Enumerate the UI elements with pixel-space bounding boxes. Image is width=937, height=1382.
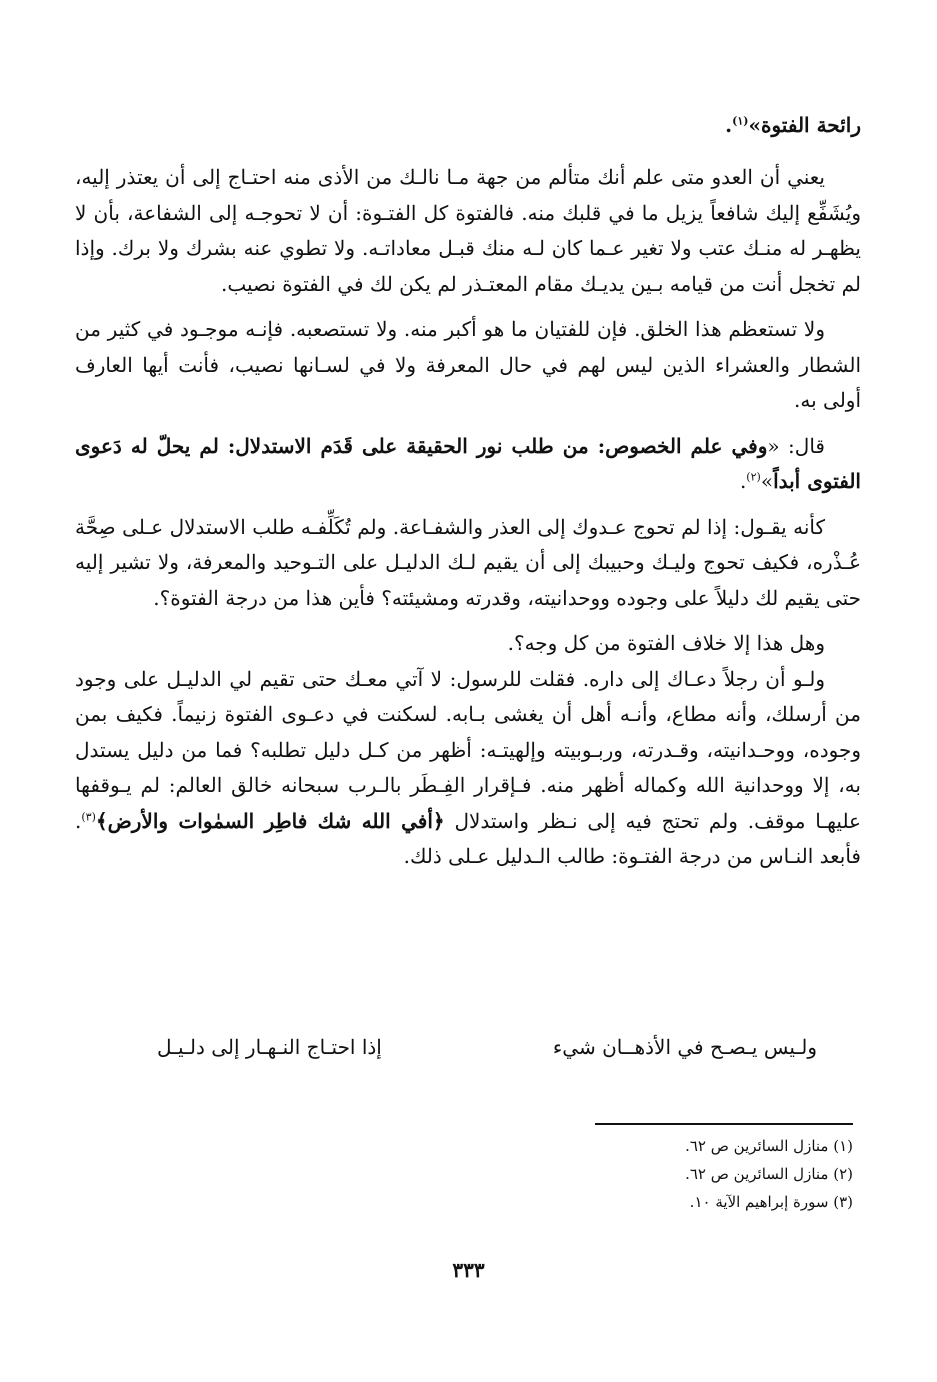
main-text (75, 160, 861, 875)
poetry-verse (157, 1030, 817, 1065)
paragraph-6 (75, 662, 861, 875)
paragraph-1: يعني أن العدو متى علم أنك متألم من جهة مـا نالـك من الأذى منه احتـاج إلى أن يعتذر إليه، ويُشَفِّع إليك شافعاً يزيل ما في قلبك منه. فالفتوة كل الفتـوة: أن لا تحوجـه إلى الشفاعة، بأن لا يظهـر له منـك عتب ولا تغير عـما كان لـه منك قبـل معاداتـه. ولا تطوي عنه بشرك ولا برك. وإذا لم تخجل أنت من قيامه بـين يديـك مقام المعتـذر لم يكن لك في الفتوة نصيب. (75, 165, 862, 296)
quote-suffix: » (760, 469, 774, 493)
quote-end: . (739, 469, 747, 493)
heading-text: رائحة الفتوة» (748, 113, 861, 137)
quran-verse: ﴿أفي الله شك فاطِر السمٰوات والأرض﴾ (95, 808, 445, 833)
paragraph-3-quote (75, 429, 861, 500)
paragraph-2: ولا تستعظم هذا الخلق. فإن للفتيان ما هو أكبر منه. ولا تستصعبه. فإنـه موجـود في كثير من الشطار والعشراء الذين ليس لهم في حال المعرفة ولا في لسـانها نصيب، فأنت أيها العارف أولى به. (75, 317, 861, 412)
footnote-marker-3: (٣) (81, 809, 96, 823)
footnote-marker-1: (١) (732, 114, 749, 128)
footnote-divider (595, 1123, 853, 1125)
paragraph-4: كأنه يقـول: إذا لم تحوج عـدوك إلى العذر والشفـاعة. ولم تُكَلِّفـه طلب الاستدلال عـلى صِحَّة عُـذْره، فكيف تحوج وليـك وحبيبك إلى أن يقيم لـك الدليـل على التـوحيد والمعرفة، ولا تشير إليه حتى يقيم لك دليلاً على وجوده ووحدانيته، وقدرته ومشيئته؟ فأين هذا من درجة الفتوة؟. (75, 514, 862, 610)
footnote-3: (٣) سورة إبراهيم الآية ١٠. (689, 1193, 853, 1211)
second-hemistich: إذا احتـاج النـهـار إلى دلـيـل (157, 1035, 382, 1059)
page-number: ٣٣٣ (452, 1258, 485, 1282)
paragraph-6-part-b: . فأبعد النـاس من درجة الفتـوة: طالب الـدليل عـلى ذلك. (75, 808, 861, 868)
opening-line (75, 108, 861, 144)
paragraph-6-part-a: ولـو أن رجلاً دعـاك إلى داره. فقلت للرسول: لا آتي معـك حتى تقيم لي الدليـل على وجود من أرسلك، وأنه مطاع، وأنـه أهل أن يغشى بـابه. لسكنت في دعـوى الفتوة زنيماً. فكيف بمن وجوده، ووحـدانيته، وقـدرته، وربـوبيته وإلهيتـه: أظهر من كـل دليل تطلبه؟ فما من دليل يستدل به، إلا ووحدانية الله وكماله أظهر منه. فـإقرار الفِـطَر بالـرب سبحانه خالق العالم: لم يـوقفها عليهـا موقف. ولم تحتج فيه إلى نـظر واستدلال (75, 666, 861, 833)
footnote-marker-2: (٢) (746, 470, 761, 484)
footnotes (433, 1132, 853, 1216)
quote-bold-text: وفي علم الخصوص: من طلب نور الحقيقة على قَدَم الاستدلال: لم يحلّ له دَعوى الفتوى أبداً (75, 433, 861, 493)
footnote-1: (١) منازل السائرين ص ٦٢. (685, 1137, 853, 1155)
footnote-2: (٢) منازل السائرين ص ٦٢. (685, 1165, 853, 1183)
heading-end: . (725, 113, 733, 137)
first-hemistich: ولـيس يـصـح في الأذهــان شيء (552, 1035, 817, 1059)
quote-prefix: قال: « (767, 433, 825, 458)
paragraph-5: وهل هذا إلا خلاف الفتوة من كل وجه؟. (507, 631, 825, 655)
